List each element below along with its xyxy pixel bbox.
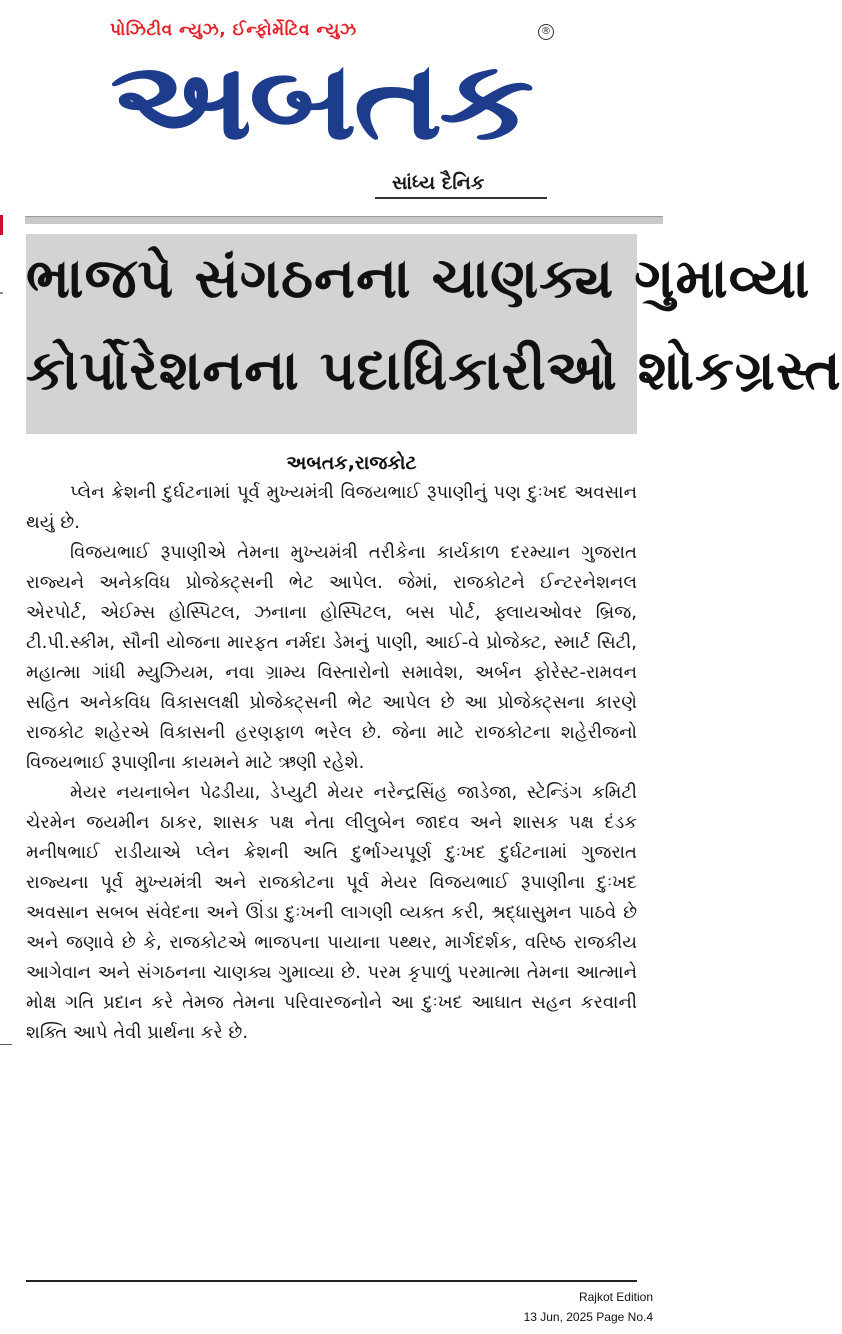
footer-divider [26, 1280, 637, 1282]
red-edge-mark [0, 215, 3, 235]
article-paragraph: મેયર નયનાબેન પેઢડીયા, ડેપ્યુટી મેયર નરેન્દ્રસિંહ જાડેજા, સ્ટેન્ડિંગ કમિટી ચેરમેન જયમીન ઠાકર, શાસક પક્ષ નેતા લીલુબેન જાદવ અને શાસક પક્ષ દંડક મનીષભાઈ રાડીયાએ પ્લેન ક્રેશની અતિ દુર્ભાગ્યપૂર્ણ દુઃખદ દુર્ઘટનામાં ગુજરાત રાજ્યના પૂર્વ મુખ્યમંત્રી અને રાજકોટના પૂર્વ મેયર વિજયભાઈ રૂપાણીના દુઃખદ અવસાન સબબ સંવેદના અને ઊંડા દુઃખની લાગણી વ્યક્ત કરી, શ્રદ્ધાસુમન પાઠવે છે અને જણાવે છે કે, રાજકોટએ ભાજપના પાયાના પથ્થર, માર્ગદર્શક, વરિષ્ઠ રાજકીય આગેવાન અને સંગઠનના ચાણક્ય ગુમાવ્યા છે. પરમ કૃપાળું પરમાત્મા તેમના આત્માને મોક્ષ ગતિ પ્રદાન કરે તેમજ તેમના પરિવારજનોને આ દુઃખદ આઘાત સહન કરવાની શક્તિ આપે તેવી પ્રાર્થના કરે છે. [26, 782, 637, 1043]
headline-line-2: કોર્પોરેશનના પદાધિકારીઓ શોકગ્રસ્ત [26, 338, 842, 402]
masthead-tagline: પોઝિટીવ ન્યુઝ, ઈન્ફોર્મેટિવ ન્યુઝ [110, 20, 357, 40]
masthead [0, 0, 663, 215]
footer-date-page: 13 Jun, 2025 Page No.4 [523, 1310, 653, 1324]
edition-underline [375, 197, 547, 199]
header-divider [25, 216, 663, 224]
article-paragraph: વિજયભાઈ રૂપાણીએ તેમના મુખ્યમંત્રી તરીકેના કાર્યકાળ દરમ્યાન ગુજરાત રાજ્યને અનેકવિધ પ્રોજેક્ટ્સની ભેટ આપેલ. જેમાં, રાજકોટને ઈન્ટરનેશનલ એરપોર્ટ, એઈમ્સ હોસ્પિટલ, ઝનાના હોસ્પિટલ, બસ પોર્ટ, ફ્લાયઓવર બ્રિજ, ટી.પી.સ્કીમ, સૌની યોજના મારફત નર્મદા ડેમનું પાણી, આઈ-વે પ્રોજેક્ટ, સ્માર્ટ સિટી, મહાત્મા ગાંધી મ્યુઝિયમ, નવા ગ્રામ્ય વિસ્તારોનો સમાવેશ, અર્બન ફોરેસ્ટ-રામવન સહિત અનેકવિધ વિકાસલક્ષી પ્રોજેક્ટ્સની ભેટ આપેલ છે આ પ્રોજેક્ટ્સના કારણે રાજકોટ શહેરએ વિકાસની હરણફાળ ભરેલ છે. જેના માટે રાજકોટના શહેરીજનો વિજયભાઈ રૂપાણીના કાયમને માટે ઋણી રહેશે. [26, 542, 637, 773]
footer-edition: Rajkot Edition [578, 1290, 653, 1304]
dateline: અબતક,રાજકોટ [286, 452, 417, 474]
headline-line-1: ભાજપે સંગઠનના ચાણક્ય ગુમાવ્યા [26, 246, 811, 310]
newspaper-logo: અબતક [110, 39, 531, 164]
side-tick-mark [0, 292, 3, 294]
article-paragraph: પ્લેન ક્રેશની દુર્ઘટનામાં પૂર્વ મુખ્યમંત્રી વિજયભાઈ રૂપાણીનું પણ દુઃખદ અવસાન થયું છે. [26, 482, 637, 533]
side-tick-mark [0, 1044, 12, 1045]
headline-box [26, 234, 842, 434]
edition-type-label: સાંધ્ય દૈનિક [392, 172, 485, 194]
registered-mark: ® [538, 24, 554, 40]
article-body [26, 448, 637, 1288]
